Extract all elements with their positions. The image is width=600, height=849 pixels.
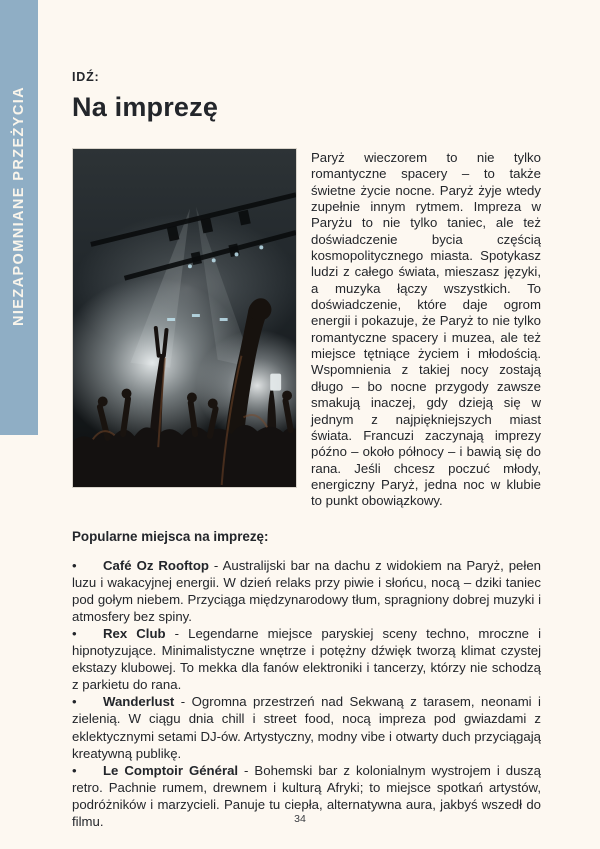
sidebar-label: NIEZAPOMNIANE PRZEŻYCIA [11,85,28,326]
venue-item [72,557,541,625]
page-number: 34 [294,813,306,825]
venue-name: Le Comptoir Général [103,762,239,778]
venue-name: Wanderlust [103,694,175,710]
sidebar [0,0,38,435]
venue-list [72,557,541,831]
venues-heading: Popularne miejsca na imprezę: [72,528,269,544]
venue-item [72,693,541,761]
venue-description: - Ogromna przestrzeń nad Sekwaną z tarasem, neonami i zielenią. W ciągu dnia chill i street food, nocą impreza pod gwiazdami z eklektycznymi setami DJ-ów. Artystyczny, modny vibe i otwarty duch przyciągają kreatywną publikę. [72,694,541,761]
venue-name: Café Oz Rooftop [103,557,209,573]
page-title: Na imprezę [72,92,219,122]
venue-name: Rex Club [103,625,166,641]
venues-section [72,529,541,831]
bullet-icon: • [72,625,77,641]
venue-description: - Australijski bar na dachu z widokiem na Paryż, pełen luzu i wakacyjnej energii. W dzień relaks przy piwie i słońcu, nocą – dziki taniec pod gołym niebem. Przyciąga międzynarodowy tłum, spragniony dobrej muzyki i atmosfery bez spiny. [72,557,541,624]
concert-crowd-photo [72,148,297,488]
bullet-icon: • [72,694,77,710]
bullet-icon: • [72,557,77,573]
venue-description: - Legendarne miejsce paryskiej sceny techno, mroczne i hipnotyzujące. Minimalistyczne wnętrze i potężny dźwięk tworzą klimat czystej ekstazy klubowej. To mekka dla fanów elektroniki i tancerzy, którzy nie schodzą z parkietu do rana. [72,625,541,693]
page-content [72,0,541,830]
venue-description: - Bohemski bar z kolonialnym wystrojem i duszą retro. Pachnie rumem, drewnem i kulturą Afryki; to miejsce spotkań artystów, podróżników i marzycieli. Panuje tu ciepła, alternatywna aura, jakbyś wszedł do filmu. [72,762,541,829]
section-kicker: IDŹ: [72,70,100,84]
intro-paragraph: Paryż wieczorem to nie tylko romantyczne spacery – to także świetne życie nocne. Paryż żyje wtedy zupełnie innym rytmem. Impreza w Paryżu to nie tylko taniec, ale też doświadczenie bycia częścią kosmopolitycznego miasta. Spotykasz ludzi z całego świata, mieszasz języki, a muzyka łączy wszystkich. To doświadczenie, które daje ogrom energii i pokazuje, że Paryż to nie tylko romantyczne spacery i muzea, ale też miejsce tętniące życiem i młodością. Wspomnienia z takiej nocy zostają długo – bo nocne przygody zawsze smakują inaczej, gdy dzieją się w jednym z najpiękniejszych miast świata. Francuzi zaczynają imprezy późno – około północy – i bawią się do rana. Jeśli chcesz poczuć młody, energiczny Paryż, jedna noc w klubie to punkt obowiązkowy. [311,150,541,509]
intro-section [72,148,541,510]
venue-item [72,625,541,693]
bullet-icon: • [72,762,77,778]
